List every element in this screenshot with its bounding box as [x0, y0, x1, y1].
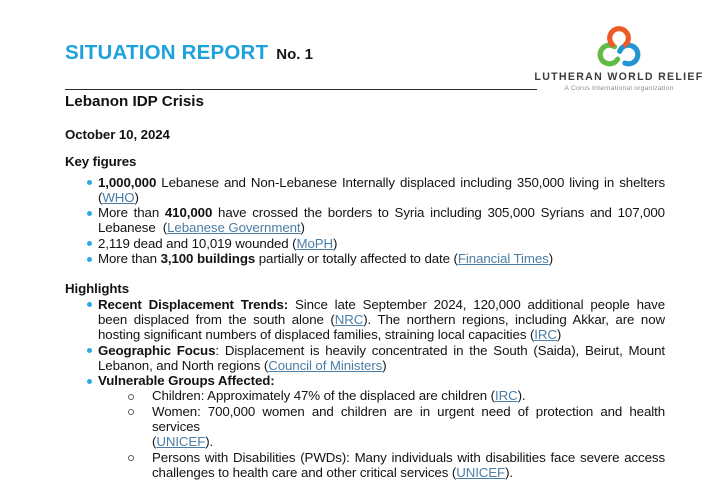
bullet-item [65, 236, 665, 251]
text-run: 2,119 dead and 10,019 wounded ( [98, 235, 297, 251]
link-financial-times[interactable]: Financial Times [457, 251, 549, 267]
bullet-item [65, 205, 665, 236]
bullet-item [65, 343, 665, 374]
logo-circles-icon [532, 26, 706, 68]
logo-org-name: LUTHERAN WORLD RELIEF [534, 71, 704, 83]
text-line [152, 465, 665, 480]
text-run: ) [134, 189, 139, 205]
sub-bullet-list [98, 388, 665, 480]
text-line [98, 251, 665, 266]
text-run: ). The northern regions, including Akkar, are now [363, 311, 665, 327]
text-run: Persons with Disabilities (PWDs): Many individuals with disabilities face severe access [152, 449, 665, 465]
sub-bullet-item [98, 404, 665, 450]
bold-text: Geographic Focus [98, 342, 216, 358]
text-run: Children: Approximately 47% of the displaced are children ( [152, 388, 495, 404]
link-council-of-ministers[interactable]: Council of Ministers [268, 357, 383, 373]
text-run: ) [548, 251, 554, 267]
text-run: have crossed the borders to Syria including 305,000 Syrians and 107,000 [212, 205, 665, 221]
sub-bullet-item [98, 388, 665, 403]
link-nrc[interactable]: NRC [334, 311, 364, 327]
text-run: ). [505, 464, 514, 480]
text-line [98, 205, 665, 220]
text-run: Women: 700,000 women and children are in urgent need of protection and health services [152, 403, 665, 435]
bold-text: Recent Displacement Trends: [98, 296, 289, 312]
header-divider [65, 89, 537, 90]
key-figures-list [65, 175, 665, 267]
highlights-heading: Highlights [65, 281, 129, 297]
link-irc[interactable]: IRC [494, 388, 518, 404]
highlights-list [65, 297, 665, 480]
text-run: : Displacement is heavily concentrated in the South (Saida), Beirut, Mount [215, 342, 665, 358]
sub-bullet-item [98, 450, 665, 480]
text-run: ) [333, 235, 338, 251]
text-line [98, 220, 665, 235]
bullet-item [65, 373, 665, 480]
bullet-item [65, 175, 665, 206]
bold-text: 3,100 buildings [160, 251, 256, 267]
bullet-item [65, 297, 665, 343]
text-run: Lebanese ( [98, 220, 168, 236]
text-line [152, 450, 665, 465]
text-line [98, 343, 665, 358]
bullet-item [65, 251, 665, 266]
text-run: ). [517, 388, 526, 404]
text-run: ) [382, 357, 387, 373]
text-run: ( [98, 189, 103, 205]
bold-text: Vulnerable Groups Affected: [98, 373, 275, 389]
report-title-bar [65, 41, 313, 65]
text-line [152, 434, 665, 449]
text-run: been displaced from the south alone ( [98, 311, 335, 327]
text-line [98, 312, 665, 327]
link-unicef[interactable]: UNICEF [456, 464, 506, 480]
link-who[interactable]: WHO [102, 189, 135, 205]
text-line [98, 358, 665, 373]
bold-text: 1,000,000 [98, 174, 157, 190]
text-line [98, 190, 665, 205]
text-line [98, 175, 665, 190]
text-run: challenges to health care and other critical services ( [152, 464, 457, 480]
link-lebanese-government[interactable]: Lebanese Government [167, 220, 301, 236]
text-run: ) [300, 220, 305, 236]
lwr-logo [532, 26, 706, 92]
report-title: SITUATION REPORT [65, 41, 269, 64]
text-line [98, 373, 665, 388]
text-run: Since late September 2024, 120,000 additional people have [288, 296, 666, 312]
text-line [152, 404, 665, 435]
text-run: More than [98, 205, 165, 221]
report-date: October 10, 2024 [65, 127, 170, 142]
link-moph[interactable]: MoPH [296, 235, 334, 251]
text-line [98, 327, 665, 342]
key-figures-heading: Key figures [65, 154, 137, 170]
text-run: More than [98, 251, 161, 267]
text-line [152, 388, 665, 403]
link-irc[interactable]: IRC [534, 327, 557, 343]
document-body [65, 127, 665, 480]
text-line [98, 297, 665, 312]
text-run: Lebanese and Non-Lebanese Internally displaced including 350,000 living in shelters [156, 174, 665, 190]
report-number: No. 1 [276, 46, 313, 63]
text-run: ) [556, 327, 562, 343]
text-run: ( [152, 434, 157, 450]
logo-tagline: A Corus International organization [564, 85, 674, 92]
text-run: ). [205, 434, 214, 450]
bold-text: 410,000 [164, 205, 213, 221]
text-run: partially or totally affected to date ( [255, 251, 458, 267]
text-line [98, 236, 665, 251]
link-unicef[interactable]: UNICEF [156, 434, 206, 450]
text-run: Lebanon, and North regions ( [98, 357, 269, 373]
text-run: hosting significant numbers of displaced families, straining local capacities ( [98, 327, 535, 343]
document-subtitle: Lebanon IDP Crisis [65, 93, 204, 110]
